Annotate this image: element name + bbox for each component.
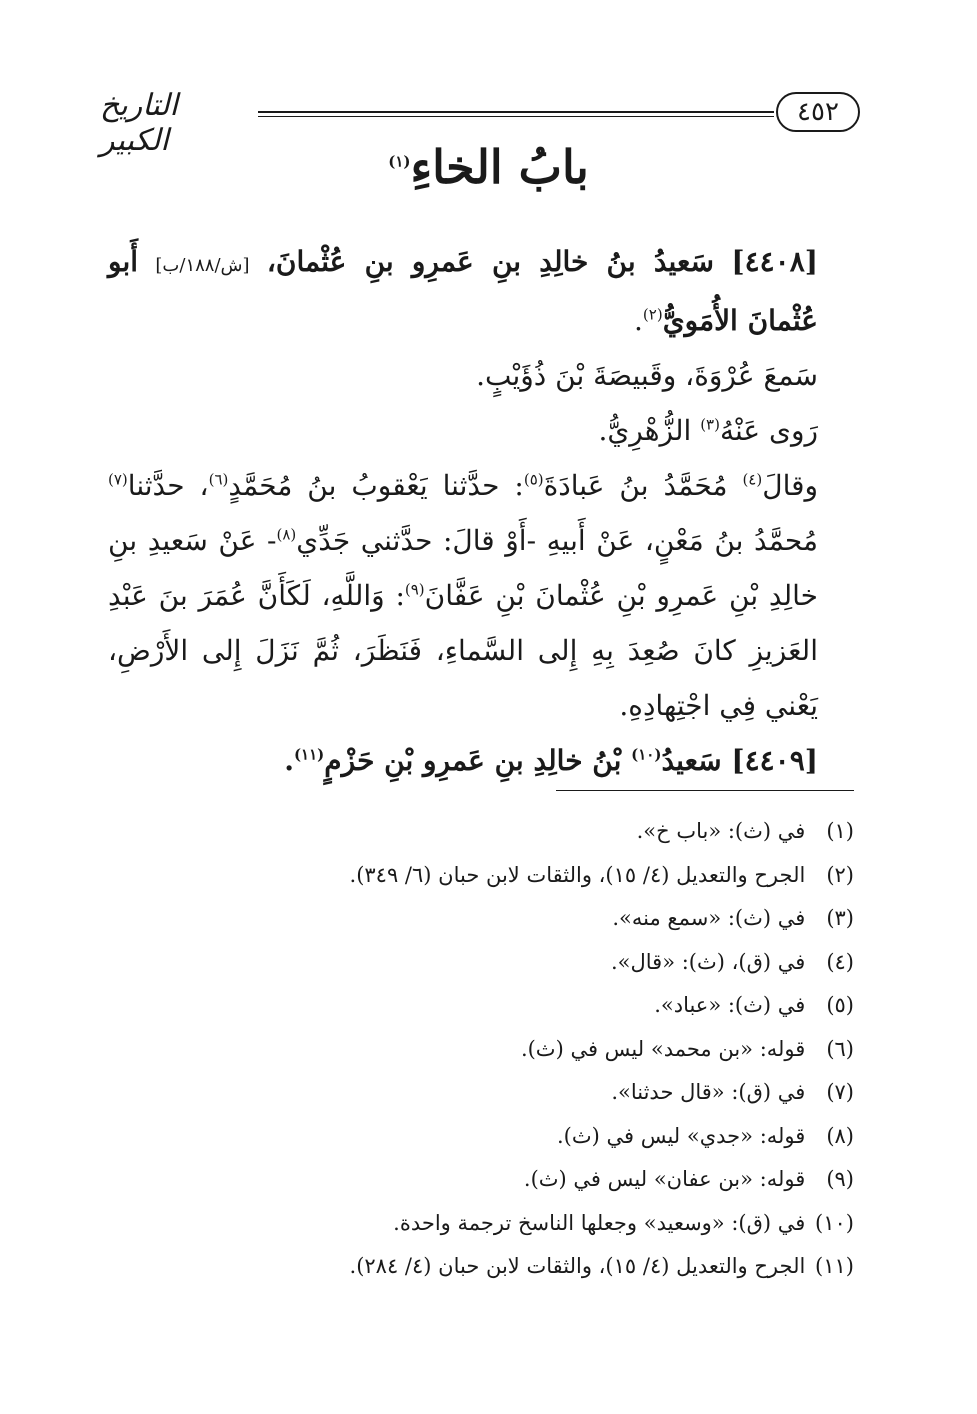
entry-4408-heading: [٤٤٠٨] سَعيدُ بنُ خالِدِ بنِ عَمرِو بنِ عُثْمانَ، [ش/١٨٨/ب] أَبو عُثْمانَ الأُمَويُّ$^{(٢)}$.	[108, 245, 818, 337]
manuscript-folio: [ش/١٨٨/ب]	[155, 255, 250, 276]
footnote	[300, 941, 854, 985]
footnote-ref: (١٠)	[631, 745, 662, 764]
footnote-separator	[556, 790, 854, 791]
quote-text: ، حدَّثنا	[127, 469, 209, 502]
footnote-text: الجرح والتعديل (٤/ ١٥)، والثقات لابن حبان (٤/ ٢٨٤).	[349, 1254, 806, 1278]
footnote-text: قوله: «بن عفان» ليس في (ث).	[523, 1167, 806, 1191]
quote-text: مُحمَّدُ بنُ مَعْنٍ، عَنْ أَبيهِ -أَوْ قالَ: حدَّثني جَدِّي	[296, 524, 818, 557]
footnote-ref: (٣)	[700, 415, 720, 434]
footnote-ref: (٦)	[208, 470, 229, 489]
footnote-ref: (٥)	[523, 470, 544, 489]
footnote	[300, 1028, 854, 1072]
footnote-ref: (١)	[388, 152, 411, 171]
footnote-ref: (٧)	[108, 470, 128, 489]
page-number-text: ٤٥٢	[797, 97, 839, 127]
header-rule-thin	[258, 116, 774, 117]
rawa-text-b: الزُّهْرِيُّ.	[598, 414, 692, 447]
rawa-text-a: رَوى عَنْهُ	[719, 414, 818, 447]
entry-kunya: أَبو عُثْمانَ الأُمَويُّ	[108, 245, 818, 337]
footnote	[300, 1245, 854, 1289]
footnote-number: (٦)	[826, 1036, 854, 1061]
quote-text: - عَنْ سَعيدِ بنِ خالِدِ بْنِ عَمرِو بْنِ عُثْمانَ بْنِ عَفَّانَ	[108, 524, 818, 612]
footnotes	[300, 810, 854, 1289]
entry-number: [٤٤٠٨]	[731, 245, 818, 278]
page-number	[776, 92, 860, 132]
chapter-title-text: بابُ الخاءِ	[410, 140, 589, 194]
footnote-number: (٨)	[826, 1123, 854, 1148]
footnote-number: (٩)	[826, 1167, 854, 1191]
entry-end: .	[284, 744, 294, 777]
footnote-text: في (ث): «عباد».	[654, 993, 806, 1017]
footnote-ref: (٢)	[642, 305, 663, 324]
sami-line: سَمعَ عُرْوَةَ، وقَبيصَةَ بْنَ ذُؤَيْبٍ.	[476, 359, 818, 392]
footnote-number: (٤)	[826, 949, 854, 974]
quote-text: مُحَمَّدُ بنُ عَبادَةَ	[543, 469, 728, 502]
footnote-number: (١١)	[815, 1254, 854, 1278]
footnote	[300, 1115, 854, 1159]
footnote-number: (١)	[826, 819, 854, 843]
footnote	[300, 1202, 854, 1246]
footnote-ref: (٨)	[276, 525, 297, 544]
quote-text: وقالَ	[762, 469, 818, 502]
entry-number: [٤٤٠٩]	[731, 744, 818, 777]
footnote-number: (١٠)	[815, 1210, 854, 1235]
body-text	[108, 234, 852, 788]
footnote-number: (٧)	[826, 1080, 854, 1104]
quote-paragraph	[108, 458, 852, 733]
chapter-title	[200, 140, 777, 194]
footnote	[300, 897, 854, 941]
book-title: التاريخ الكبير	[100, 88, 178, 158]
entry-name: سَعيدُ بنُ خالِدِ بنِ عَمرِو بنِ عُثْمانَ،	[266, 245, 714, 278]
footnote-ref: (١١)	[293, 745, 325, 764]
header-rule	[258, 111, 774, 113]
footnote-text: قوله: «بن محمد» ليس في (ث).	[520, 1036, 806, 1061]
footnote	[300, 810, 854, 854]
footnote-ref: (٤)	[742, 470, 763, 489]
footnote-text: في (ق): «وسعيد» وجعلها الناسخ ترجمة واحدة.	[393, 1210, 806, 1235]
entry-name: سَعيدُ	[661, 744, 722, 777]
footnote-text: في (ق)، (ث): «قال».	[610, 949, 806, 974]
rawa-line	[108, 403, 852, 458]
footnote-number: (٥)	[826, 993, 854, 1017]
quote-text: : وَاللَّهِ، لَكَأَنَّ عُمَرَ بنَ عَبْدِ العَزيزِ كانَ صُعِدَ بِهِ إِلى السَّماءِ، فَنَظَرَ، ثُمَّ نَزَلَ إِلى الأَرْضِ، يَعْني فِي اجْتِهادِهِ.	[108, 579, 818, 722]
footnote-number: (٢)	[826, 862, 854, 887]
footnote-text: في (ث): «باب خ».	[636, 819, 806, 843]
footnote	[300, 1158, 854, 1202]
footnote-text: قوله: «جدي» ليس في (ث).	[556, 1123, 806, 1148]
footnote-text: الجرح والتعديل (٤/ ١٥)، والثقات لابن حبان (٦/ ٣٤٩).	[349, 862, 806, 887]
entry-4409-heading	[108, 733, 852, 788]
footnote-ref: (٩)	[404, 580, 425, 599]
footnote	[300, 854, 854, 898]
footnote	[300, 1071, 854, 1115]
quote-text: : حدَّثنا يَعْقوبُ بنُ مُحَمَّدٍ	[228, 469, 524, 502]
entry-name: بْنُ خالِدِ بنِ عَمرِو بْنِ حَزْمٍ	[324, 744, 622, 777]
footnote	[300, 984, 854, 1028]
footnote-text: في (ث): «سمع منه».	[612, 906, 806, 930]
footnote-text: في (ق): «قال حدثنا».	[611, 1080, 806, 1104]
footnote-number: (٣)	[826, 906, 854, 930]
